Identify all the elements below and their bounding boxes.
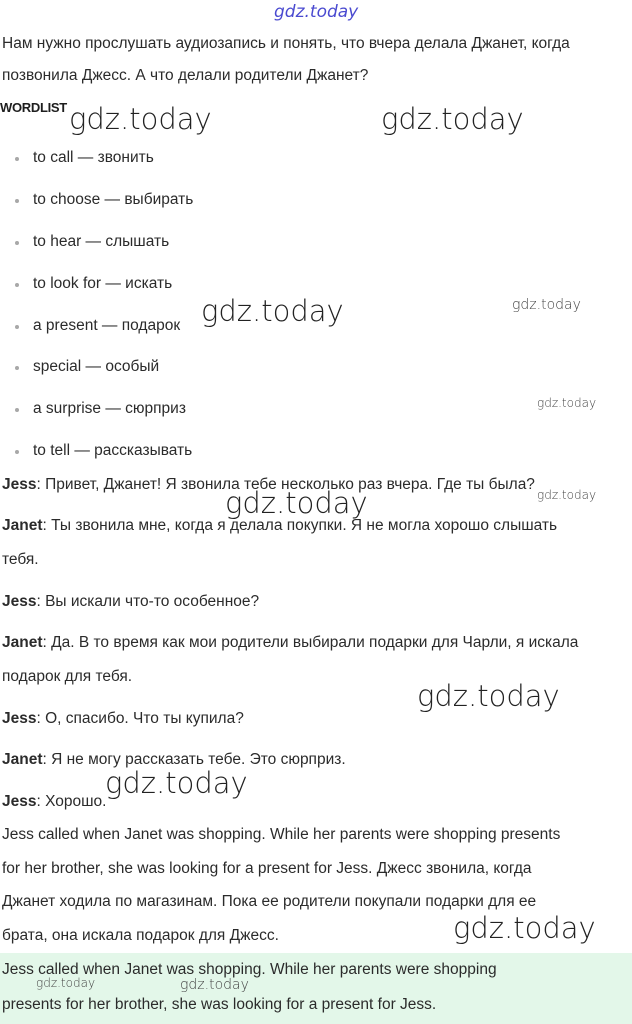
site-logo[interactable]: gdz.today bbox=[274, 2, 359, 22]
watermark: gdz.today bbox=[453, 911, 596, 945]
speaker-name: Janet bbox=[2, 634, 43, 651]
watermark: gdz.today bbox=[225, 486, 368, 520]
summary-line: брата, она искала подарок для Джесс. bbox=[2, 927, 279, 944]
watermark: gdz.today bbox=[180, 977, 249, 993]
watermark: gdz.today bbox=[537, 396, 597, 410]
watermark: gdz.today bbox=[512, 297, 581, 313]
dialogue-line: Jess: Вы искали что-то особенное? bbox=[2, 593, 260, 610]
speaker-name: Jess bbox=[2, 793, 37, 810]
summary-line: for her brother, she was looking for a present for Jess. Джесс звонила, когда bbox=[2, 860, 532, 877]
watermark: gdz.today bbox=[537, 488, 597, 502]
dialogue-line: Jess: Привет, Джанет! Я звонила тебе несколько раз вчера. Где ты была? bbox=[2, 476, 535, 493]
dialogue-line: Jess: Хорошо. bbox=[2, 793, 107, 810]
watermark: gdz.today bbox=[105, 766, 248, 800]
dialogue-line: Janet: Я не могу рассказать тебе. Это сюрприз. bbox=[2, 751, 346, 768]
dialogue-line-cont: подарок для тебя. bbox=[2, 668, 133, 685]
summary-line: Джанет ходила по магазинам. Пока ее родители покупали подарки для ее bbox=[2, 893, 537, 910]
speaker-name: Jess bbox=[2, 710, 37, 727]
summary-line: Jess called when Janet was shopping. While her parents were shopping presents bbox=[2, 826, 561, 843]
answer-line: presents for her brother, she was looking for a present for Jess. bbox=[2, 996, 437, 1013]
dialogue-line: Janet: Ты звонила мне, когда я делала покупки. Я не могла хорошо слышать bbox=[2, 517, 558, 534]
watermark: gdz.today bbox=[381, 102, 524, 136]
dialogue-line-cont: тебя. bbox=[2, 551, 39, 568]
wordlist-heading: WORDLIST bbox=[0, 100, 67, 115]
answer-line: Jess called when Janet was shopping. While her parents were shopping bbox=[2, 961, 497, 978]
watermark: gdz.today bbox=[36, 976, 96, 990]
speaker-name: Janet bbox=[2, 751, 43, 768]
speaker-name: Janet bbox=[2, 517, 43, 534]
dialogue-line: Jess: О, спасибо. Что ты купила? bbox=[2, 710, 244, 727]
speaker-name: Jess bbox=[2, 593, 37, 610]
watermark: gdz.today bbox=[201, 294, 344, 328]
dialogue-line: Janet: Да. В то время как мои родители выбирали подарки для Чарли, я искала bbox=[2, 634, 579, 651]
watermark: gdz.today bbox=[69, 102, 212, 136]
watermark: gdz.today bbox=[417, 679, 560, 713]
speaker-name: Jess bbox=[2, 476, 37, 493]
intro-line-2: позвонила Джесс. А что делали родители Джанет? bbox=[2, 67, 369, 84]
intro-line-1: Нам нужно прослушать аудиозапись и понять, что вчера делала Джанет, когда bbox=[2, 35, 570, 52]
